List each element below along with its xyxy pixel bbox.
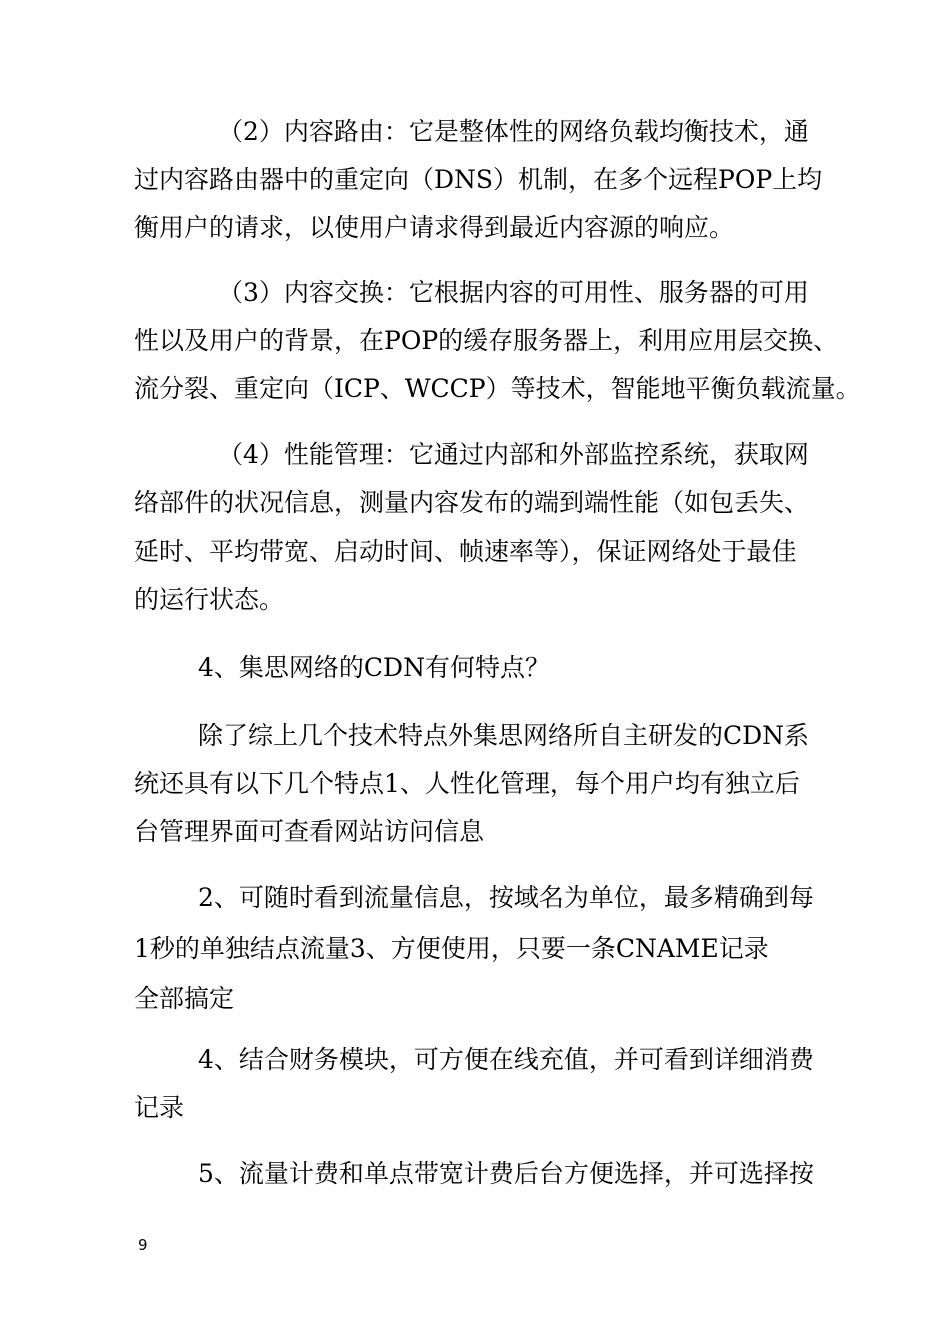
paragraph-2-line-1: （3）内容交换：它根据内容的可用性、服务器的可用 (218, 278, 809, 307)
paragraph-6-line-3: 全部搞定 (134, 984, 235, 1013)
paragraph-1-line-1: （2）内容路由：它是整体性的网络负载均衡技术，通 (218, 117, 809, 146)
paragraph-3-line-3: 延时、平均带宽、启动时间、帧速率等），保证网络处于最佳 (134, 537, 797, 566)
paragraph-8-line-1: 5、流量计费和单点带宽计费后台方便选择，并可选择按 (198, 1159, 814, 1188)
page-number: 9 (138, 1236, 148, 1254)
paragraph-6-line-1: 2、可随时看到流量信息，按域名为单位，最多精确到每 (198, 883, 814, 912)
paragraph-1-line-3: 衡用户的请求，以使用户请求得到最近内容源的响应。 (134, 213, 735, 242)
section-heading: 4、集思网络的CDN有何特点？ (198, 653, 550, 682)
paragraph-7-line-2: 记录 (134, 1093, 185, 1122)
paragraph-7-line-1: 4、结合财务模块，可方便在线充值，并可看到详细消费 (198, 1045, 814, 1074)
paragraph-1-line-2: 过内容路由器中的重定向（DNS）机制，在多个远程POP上均 (134, 165, 823, 194)
paragraph-5-line-1: 除了综上几个技术特点外集思网络所自主研发的CDN系 (198, 721, 810, 750)
paragraph-5-line-2: 统还具有以下几个特点1、人性化管理，每个用户均有独立后 (134, 769, 800, 798)
paragraph-2-line-3: 流分裂、重定向（ICP、WCCP）等技术，智能地平衡负载流量。 (134, 374, 861, 403)
paragraph-2-line-2: 性以及用户的背景，在POP的缓存服务器上，利用应用层交换、 (134, 326, 839, 355)
paragraph-3-line-1: （4）性能管理：它通过内部和外部监控系统，获取网 (218, 440, 809, 469)
paragraph-3-line-4: 的运行状态。 (134, 585, 285, 614)
paragraph-6-line-2: 1秒的单独结点流量3、方便使用，只要一条CNAME记录 (134, 934, 769, 963)
paragraph-5-line-3: 台管理界面可查看网站访问信息 (134, 817, 485, 846)
paragraph-3-line-2: 络部件的状况信息，测量内容发布的端到端性能（如包丢失、 (134, 488, 810, 517)
